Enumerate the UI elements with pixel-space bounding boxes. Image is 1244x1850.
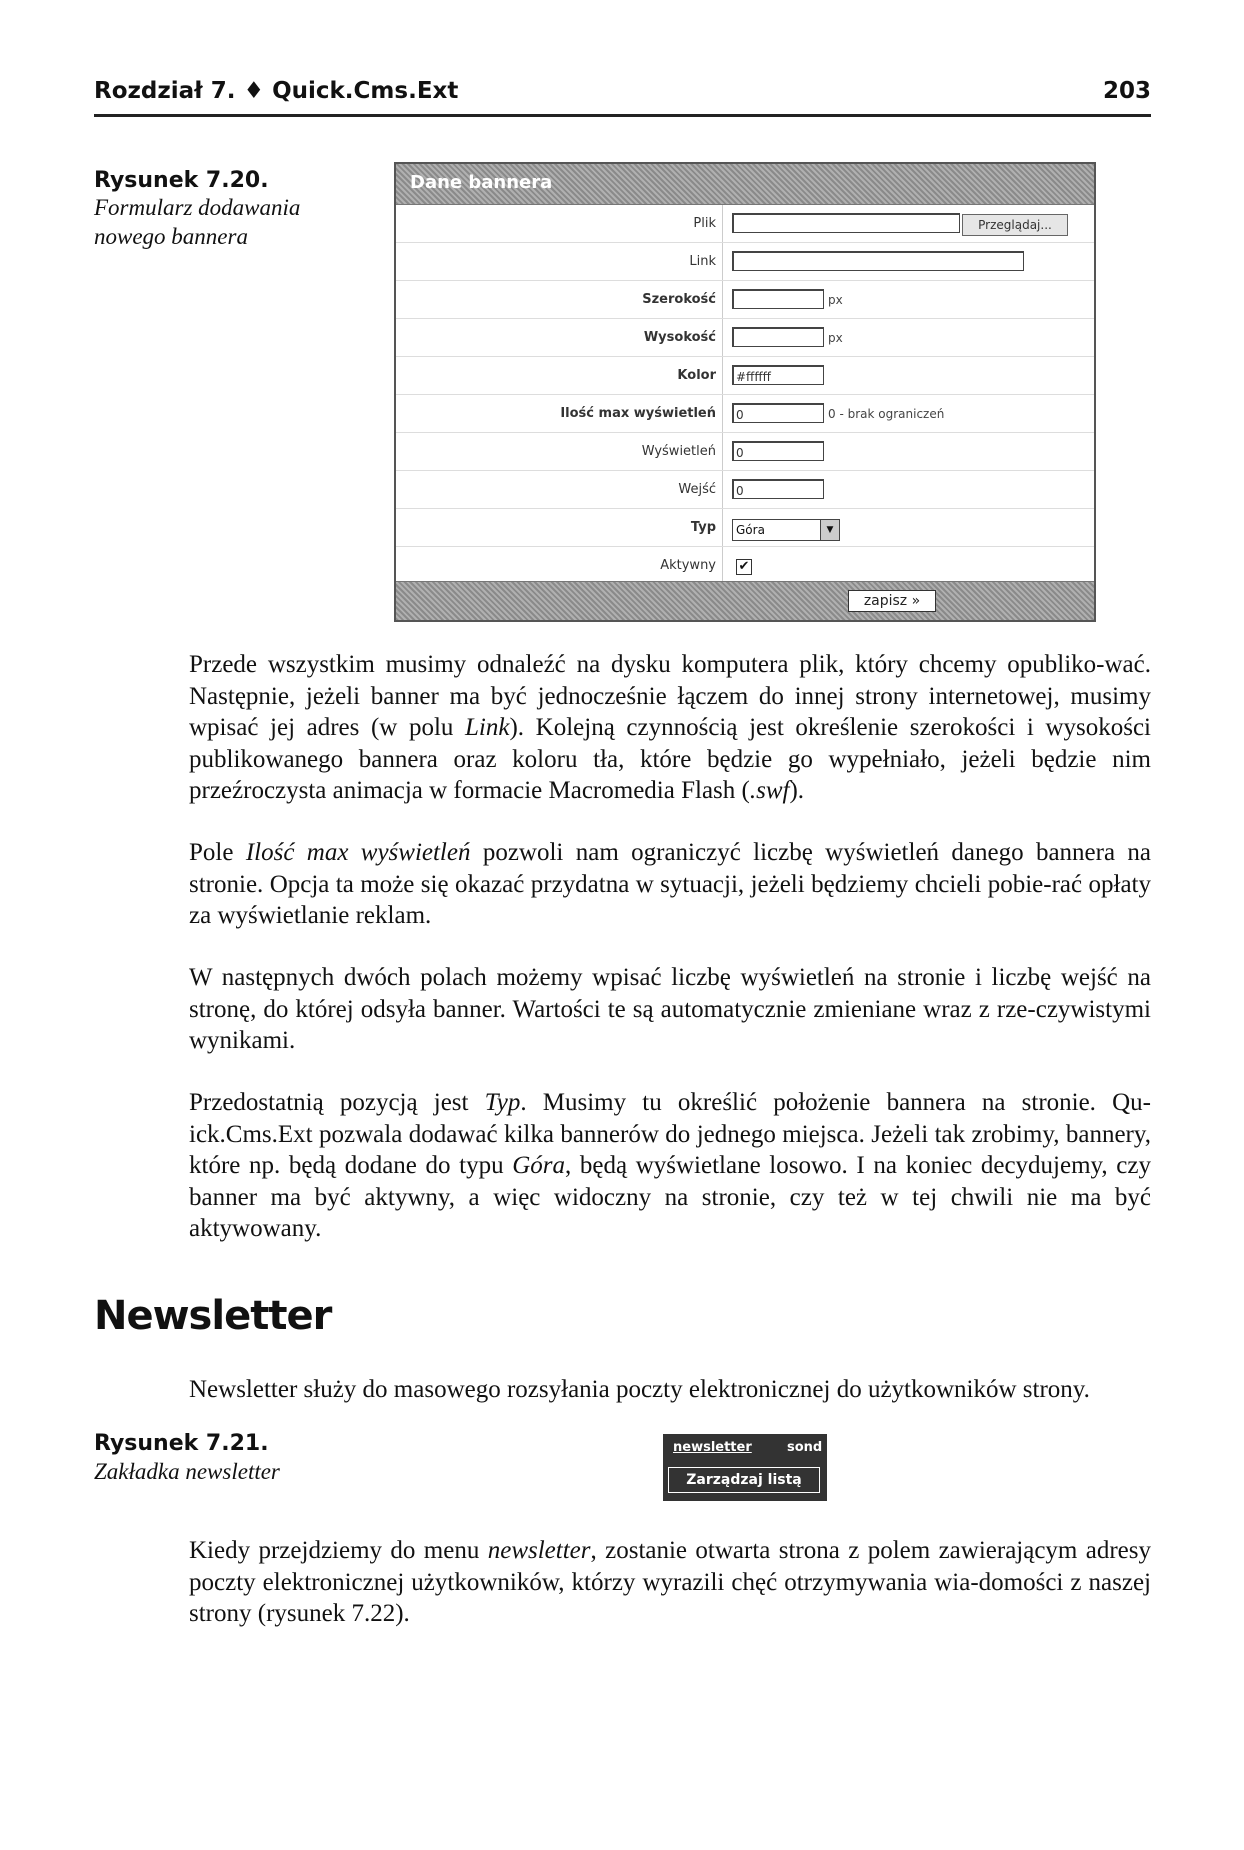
field-label: Typ [690,520,716,535]
field-label: Kolor [677,368,716,383]
paragraph: Przedostatnią pozycją jest Typ. Musimy tu określić położenie bannera na stronie. Qu-ick.Cms.Ext pozwala dodawać kilka bannerów do jednego miejsca. Jeżeli tak zrobimy, bannery, które np. będą dodane do typu Góra, będą wyświetlane losowo. I na koniec decydujemy, czy banner ma być aktywny, a więc widoczny na stronie, czy też w tej chwili nie ma być aktywowany. [189,1089,1151,1242]
row-wyswietlen [396,433,1094,471]
height-input[interactable] [732,327,824,347]
row-plik [396,205,1094,243]
row-typ [396,509,1094,547]
row-ilosc-max [396,395,1094,433]
max-views-input[interactable]: 0 [732,403,824,423]
banner-form [394,162,1096,622]
field-label: Ilość max wyświetleń [560,406,716,421]
row-aktywny [396,547,1094,584]
tab-next[interactable]: sond [787,1440,823,1455]
newsletter-tab-screenshot [663,1434,827,1501]
section-heading: Newsletter [94,1293,332,1339]
row-wejsc [396,471,1094,509]
color-input[interactable]: #ffffff [732,365,824,385]
page-number: 203 [1102,78,1151,104]
file-input[interactable] [732,213,960,233]
unit-label: px [828,331,843,345]
field-label: Wejść [678,482,716,497]
field-label: Link [689,254,716,269]
running-header [94,74,1151,117]
row-link [396,243,1094,281]
row-wysokosc [396,319,1094,357]
type-select[interactable]: Góra ▼ [732,519,840,541]
active-checkbox[interactable]: ✔ [736,559,752,575]
figure-label: Rysunek 7.20. [94,168,269,193]
width-input[interactable] [732,289,824,309]
link-input[interactable] [732,251,1024,271]
field-label: Wysokość [643,330,716,345]
field-label: Wyświetleń [641,444,716,459]
form-title: Dane bannera [396,164,1094,205]
figure-label: Rysunek 7.21. [94,1431,269,1456]
unit-label: px [828,293,843,307]
field-label: Plik [693,216,716,231]
paragraph: Newsletter służy do masowego rozsyłania poczty elektronicznej do użytkowników strony. [189,1376,1090,1403]
figure-caption: Formularz dodawania nowego bannera [94,195,301,249]
paragraph: Przede wszystkim musimy odnaleźć na dysku komputera plik, który chcemy opubliko-wać. Następnie, jeżeli banner ma być jednocześnie łączem do innej strony internetowej, musimy wpisać jej adres (w polu Link). Kolejną czynnością jest określenie szerokości i wysokości publikowanego bannera oraz koloru tła, które będzie go wypełniało, jeżeli będzie nim przeźroczysta animacja w formacie Macromedia Flash (.swf). [189,651,1151,804]
manage-list-button[interactable]: Zarządzaj listą [668,1467,820,1493]
paragraph: Pole Ilość max wyświetleń pozwoli nam ograniczyć liczbę wyświetleń danego bannera na stronie. Opcja ta może się okazać przydatna w sytuacji, jeżeli będziemy chcieli pobie-rać opłaty za wyświetlanie reklam. [189,839,1152,929]
paragraph: Kiedy przejdziemy do menu newsletter, zostanie otwarta strona z polem zawierającym adresy poczty elektronicznej użytkowników, którzy wyrazili chęć otrzymywania wia-domości z naszej strony (rysunek 7.22). [189,1537,1152,1627]
views-input[interactable]: 0 [732,441,824,461]
chevron-down-icon: ▼ [820,520,839,540]
hint-text: 0 - brak ograniczeń [828,407,945,421]
save-button[interactable]: zapisz » [848,590,936,612]
tab-newsletter[interactable]: newsletter [673,1440,752,1455]
form-footer [396,581,1094,620]
clicks-input[interactable]: 0 [732,479,824,499]
row-szerokosc [396,281,1094,319]
paragraph: W następnych dwóch polach możemy wpisać liczbę wyświetleń na stronie i liczbę wejść na stronę, do której odsyła banner. Wartości te są automatycznie zmieniane wraz z rze-czywistymi wynikami. [189,964,1151,1054]
chapter-title: Rozdział 7. ♦ Quick.Cms.Ext [94,78,459,104]
browse-button[interactable]: Przeglądaj... [962,214,1068,236]
field-label: Aktywny [660,558,716,573]
figure-caption: Zakładka newsletter [94,1459,280,1484]
field-label: Szerokość [642,292,716,307]
row-kolor [396,357,1094,395]
